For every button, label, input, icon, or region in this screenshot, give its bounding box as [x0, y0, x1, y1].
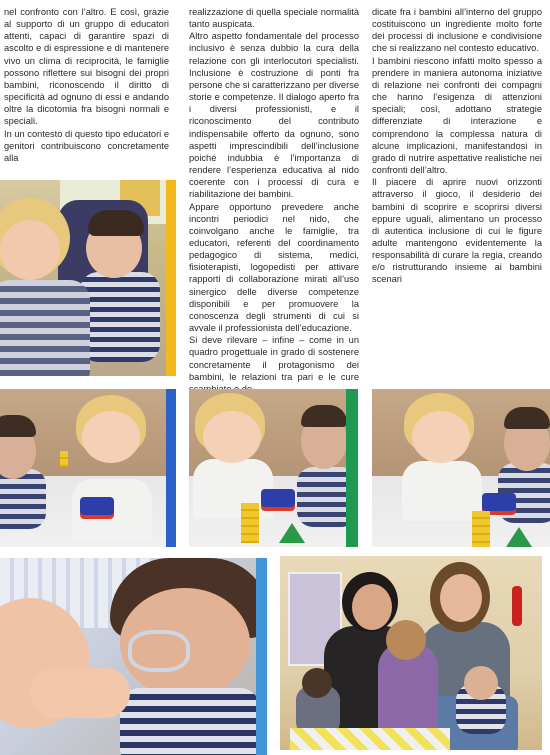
paragraph: I bambini riescono infatti molto spesso a prendere in maniera autonoma iniziative di relazione nei confronti dei compagni che hanno l’esigenza di attenzioni speciali; così, adottano strategie differenziate di interazione e comprendono la complessa natura di alcune implicazioni, manifestandosi in grado di nutrire aspettative realistiche nei confronti dell’altro. [372, 55, 542, 176]
photo-play-table-3 [372, 389, 550, 547]
paragraph: Altro aspetto fondamentale del processo inclusivo è senza dubbio la cura della relazione con gli interlocutori specialisti. Inclusione è costruzione di ponti fra persone che si caratterizzano per diverse storie e competenze. Il dialogo aperto fra i diversi professionisti, e il riconoscimento del contributo indispensabile offerto da ognuno, sono aspetti imprescindibili dell’inclusione poiché indubbia è l’importanza di rendere l’esperienza educativa al nido coerente con i processi di cura e riabilitazione dei bambini. [189, 31, 360, 200]
accent-bar-green [346, 389, 358, 547]
photo-children-hug [0, 180, 166, 376]
accent-bar-blue [166, 389, 176, 547]
paragraph: Il piacere di aprire nuovi orizzonti attraverso il gioco, il desiderio dei bambini di scoprire e scoprirsi diversi eppure uguali, alimentano un processo di autentica inclusione di cui le figure adulte mantengono evidentemente la responsabilità di curare la regia, creando e/o ristrutturando insieme ai bambini scenari [372, 177, 542, 285]
photo-play-table-1 [0, 389, 166, 547]
accent-bar-yellow [166, 180, 176, 376]
accent-bar-light-blue [256, 558, 267, 755]
text-column-2 [189, 6, 359, 395]
paragraph: Si deve rilevare – infine – come in un quadro progettuale in grado di sostenere concretamente il protagonismo dei bambini, le relazioni tra pari e le cure [189, 335, 359, 382]
photo-children-closeup [0, 558, 256, 755]
paragraph: nel confronto con l’altro. E così, grazie al supporto di un gruppo di educatori attenti, capaci di garantire spazi di ascolto e di espressione e di mantenere vivo un clima di reciprocità, le famiglie possono riflettere sui bisogni dei propri bambini, riconoscendo il diritto di specificità ad ognuno di essi e andando oltre la dicotomia fra bisogni normali e speciali. [4, 7, 169, 127]
text-column-3 [372, 6, 542, 286]
photo-educators-children [280, 556, 542, 750]
paragraph: Appare opportuno prevedere anche incontri periodici nel nido, che coinvolgano anche le famiglie, tra educatori, referenti del coordinamento pedagogico di sistema, medici, fisioterapisti, logopedisti per attivare rapporti di collaborazione mirati all’uso sinergico delle diverse competenze disponibili e per promuovere la conoscenza degli strumenti di cui si avvale il professionista dell’educazione. [189, 201, 359, 334]
photo-play-table-2 [189, 389, 346, 547]
text-column-1 [4, 6, 169, 164]
paragraph: In un contesto di questo tipo educatori e genitori contribuiscono concretamente alla [4, 128, 169, 163]
paragraph: dicate fra i bambini all’interno del gruppo costituiscono un ingrediente molto forte dei processi di inclusione e condivisione che si realizzano nel contesto educativo. [372, 7, 542, 54]
paragraph: realizzazione di quella speciale normalità tanto auspicata. [189, 7, 359, 30]
